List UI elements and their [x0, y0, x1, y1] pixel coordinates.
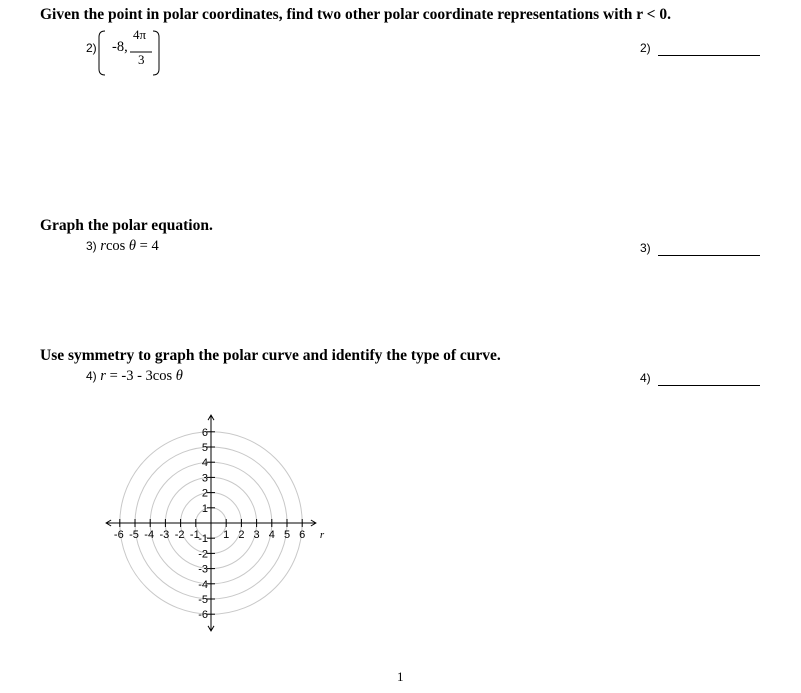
y-tick-label: 1 — [201, 502, 208, 515]
y-tick-label: -1 — [198, 533, 208, 546]
y-tick-label: 4 — [201, 457, 208, 470]
right-bracket — [153, 31, 159, 75]
x-tick-label: 1 — [223, 529, 230, 541]
page-number: 1 — [397, 669, 404, 684]
y-tick-label: -6 — [198, 609, 208, 622]
theta-symbol-4: θ — [175, 368, 183, 384]
left-bracket — [99, 31, 105, 75]
problem-number-2: 2) — [86, 41, 97, 55]
equals-value: = 4 — [136, 238, 159, 254]
section-heading-2: Graph the polar equation. — [40, 217, 213, 234]
answer-label-2: 2) — [640, 41, 651, 55]
y-tick-label: 5 — [201, 442, 208, 454]
equation-text: = -3 - 3cos — [105, 368, 176, 384]
y-tick-label: -2 — [198, 548, 208, 561]
polar-graph[interactable] — [90, 405, 340, 645]
answer-line-4[interactable] — [658, 385, 760, 386]
x-tick-label: 4 — [268, 529, 275, 541]
y-tick-label: -4 — [198, 578, 208, 591]
answer-line-2[interactable] — [658, 55, 760, 56]
problem-number-4: 4) — [86, 369, 97, 383]
x-tick-label: -6 — [113, 529, 124, 541]
cos-text: cos — [105, 238, 129, 254]
section-heading-3: Use symmetry to graph the polar curve and identify the type of curve. — [40, 347, 501, 364]
answer-label-4: 4) — [640, 371, 651, 385]
answer-line-3[interactable] — [658, 255, 760, 256]
axis-label-r: r — [319, 529, 325, 541]
r-variable-4: r — [100, 368, 106, 384]
x-tick-label: 2 — [238, 529, 245, 541]
x-tick-label: 6 — [299, 529, 306, 541]
x-tick-label: 3 — [253, 529, 260, 541]
y-tick-label: 6 — [201, 426, 208, 439]
y-tick-label: 2 — [201, 487, 208, 500]
x-tick-label: -2 — [174, 529, 185, 541]
y-tick-label: -5 — [198, 594, 208, 606]
section-heading-1: Given the point in polar coordinates, find two other polar coordinate representations with r < 0. — [40, 6, 671, 23]
problem-3 — [86, 238, 159, 255]
theta-symbol: θ — [128, 238, 137, 254]
y-tick-label: -3 — [198, 563, 208, 576]
problem-4 — [86, 368, 183, 385]
r-variable: r — [100, 238, 106, 254]
y-tick-label: 3 — [201, 472, 208, 485]
x-tick-label: 5 — [283, 529, 291, 541]
answer-label-3: 3) — [640, 241, 651, 255]
point-expression — [97, 28, 167, 78]
x-tick-label: -1 — [189, 529, 200, 541]
x-tick-label: -5 — [129, 529, 139, 541]
x-tick-label: -4 — [144, 529, 155, 541]
angle-numerator: 4π — [133, 27, 147, 42]
problem-number-3: 3) — [86, 239, 97, 253]
angle-denominator: 3 — [138, 52, 145, 67]
x-tick-label: -3 — [159, 529, 170, 541]
r-value: -8, — [112, 39, 128, 55]
